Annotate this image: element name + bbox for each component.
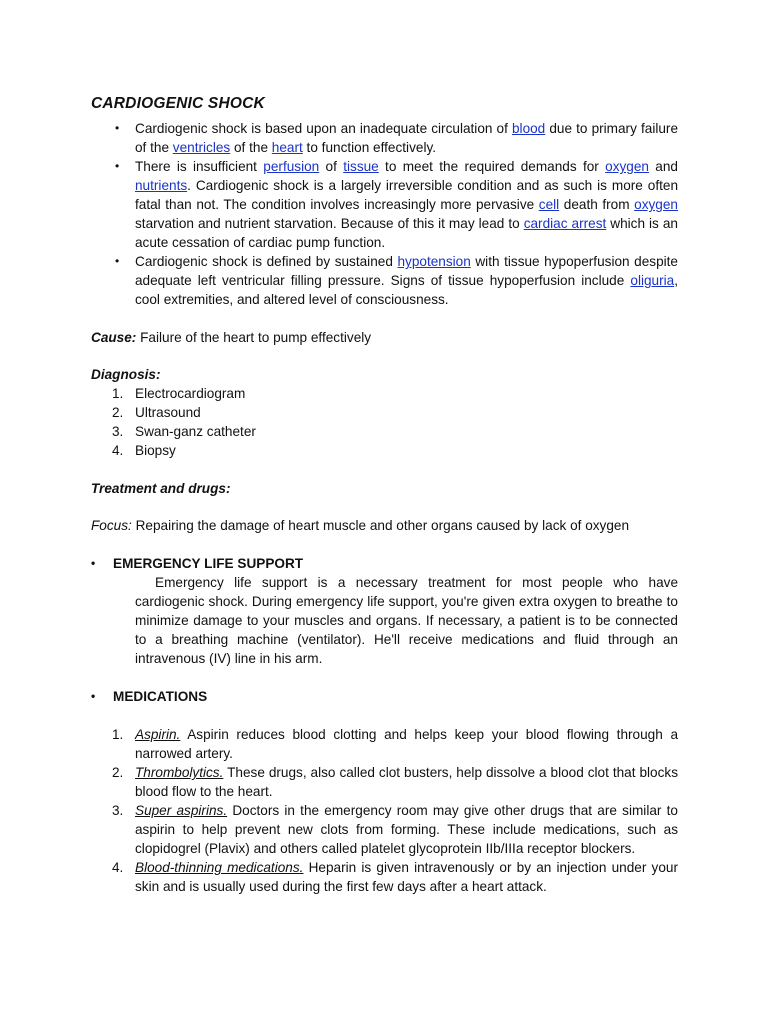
- bullet-text: of: [319, 159, 344, 174]
- link-oxygen-2[interactable]: oxygen: [634, 197, 678, 212]
- list-item: [91, 858, 678, 896]
- medication-term: Thrombolytics.: [135, 765, 224, 780]
- bullet-dot: •: [91, 556, 96, 570]
- medication-text: Doctors in the emergency room may give other drugs that are similar to aspirin to help prevent new clots from forming. These include medications, such as clopidogrel (Plavix) and others called platelet glycoprotein IIb/IIIa receptor blockers.: [135, 803, 678, 856]
- bullet-text: Cardiogenic shock is defined by sustained: [135, 254, 398, 269]
- bullet-text: death from: [559, 197, 635, 212]
- link-oxygen[interactable]: oxygen: [605, 159, 649, 174]
- medications-heading: [91, 687, 678, 706]
- bullet-text: which is an acute cessation of cardiac pump function.: [135, 216, 678, 250]
- treatment-label: Treatment and drugs:: [91, 481, 231, 496]
- focus-text: Repairing the damage of heart muscle and other organs caused by lack of oxygen: [131, 518, 630, 533]
- list-item: [91, 763, 678, 801]
- bullet-dot: •: [115, 254, 120, 268]
- list-number: 4.: [112, 443, 124, 458]
- list-item-text: Biopsy: [135, 443, 176, 458]
- list-item: [91, 403, 678, 422]
- bullet-text: to function effectively.: [302, 140, 437, 155]
- spacer: [91, 460, 678, 479]
- bullet-text: to meet the required demands for: [378, 159, 606, 174]
- focus-line: [91, 516, 678, 535]
- link-cell[interactable]: cell: [538, 197, 560, 212]
- list-item-text: Ultrasound: [135, 405, 201, 420]
- bullet-item: [91, 252, 678, 309]
- list-item: [91, 801, 678, 858]
- spacer: [91, 309, 678, 328]
- bullet-dot: •: [115, 121, 120, 135]
- page-title: CARDIOGENIC SHOCK: [91, 95, 265, 112]
- bullet-item: [91, 157, 678, 252]
- bullet-text: Cardiogenic shock is based upon an inadequate circulation of: [135, 121, 512, 136]
- link-blood[interactable]: blood: [511, 121, 546, 136]
- spacer: [91, 668, 678, 687]
- cause-label: Cause:: [91, 330, 137, 345]
- medication-term: Super aspirins.: [135, 803, 228, 818]
- link-perfusion[interactable]: perfusion: [263, 159, 320, 174]
- list-number: 3.: [112, 803, 124, 818]
- list-item: [91, 725, 678, 763]
- medication-text: These drugs, also called clot busters, help dissolve a blood clot that blocks blood flow to the heart.: [135, 765, 678, 799]
- bullet-text: There is insufficient: [135, 159, 264, 174]
- list-item-text: Electrocardiogram: [135, 386, 246, 401]
- link-nutrients[interactable]: nutrients: [135, 178, 188, 193]
- list-number: 3.: [112, 424, 124, 439]
- cause-line: [91, 328, 678, 347]
- bullet-text: , cool extremities, and altered level of consciousness.: [135, 273, 678, 307]
- list-number: 1.: [112, 727, 124, 742]
- link-heart[interactable]: heart: [271, 140, 303, 155]
- bullet-text: and: [648, 159, 678, 174]
- diagnosis-list: [91, 384, 678, 460]
- spacer: [91, 535, 678, 554]
- medications-list: [91, 725, 678, 896]
- bullet-text: due to primary failure of the: [135, 121, 679, 155]
- document-body: [91, 94, 678, 896]
- medication-text: Heparin is given intravenously or by an injection under your skin and is usually used during the first few days after a heart attack.: [135, 860, 678, 894]
- link-tissue[interactable]: tissue: [343, 159, 379, 174]
- bullet-text: with tissue hypoperfusion despite adequate left ventricular filling pressure. Signs of tissue hypoperfusion include: [135, 254, 678, 288]
- cause-text: Failure of the heart to pump effectively: [136, 330, 372, 345]
- link-oliguria[interactable]: oliguria: [630, 273, 675, 288]
- list-number: 4.: [112, 860, 124, 875]
- bullet-dot: •: [115, 159, 120, 173]
- focus-label: Focus:: [91, 518, 132, 533]
- bullet-dot: •: [91, 689, 96, 703]
- emergency-heading: [91, 554, 678, 573]
- list-number: 2.: [112, 405, 124, 420]
- bullet-text: . Cardiogenic shock is a largely irreversible condition and as such is more often fatal than not. The condition involves increasingly more pervasive: [135, 178, 678, 212]
- list-item-text: Swan-ganz catheter: [135, 424, 256, 439]
- emergency-paragraph: Emergency life support is a necessary treatment for most people who have cardiogenic shock. During emergency life support, you're given extra oxygen to breathe to minimize damage to your muscles and organs. If necessary, a patient is to be connected to a breathing machine (ventilator). He'll receive medications and fluid through an intravenous (IV) line in his arm.: [135, 575, 678, 666]
- bullet-item: [91, 119, 678, 157]
- medications-heading-text: MEDICATIONS: [113, 689, 208, 704]
- bullet-text: of the: [230, 140, 272, 155]
- emergency-heading-text: EMERGENCY LIFE SUPPORT: [113, 556, 304, 571]
- list-number: 1.: [112, 386, 124, 401]
- diagnosis-label: Diagnosis:: [91, 367, 161, 382]
- list-item: [91, 384, 678, 403]
- intro-bullet-list: [91, 119, 678, 309]
- link-ventricles[interactable]: ventricles: [172, 140, 231, 155]
- spacer: [91, 498, 678, 516]
- spacer: [91, 706, 678, 725]
- list-number: 2.: [112, 765, 124, 780]
- spacer: [91, 347, 678, 365]
- link-hypotension[interactable]: hypotension: [397, 254, 471, 269]
- list-item: [91, 441, 678, 460]
- medication-term: Aspirin.: [135, 727, 181, 742]
- medication-text: Aspirin reduces blood clotting and helps keep your blood flowing through a narrowed artery.: [135, 727, 678, 761]
- link-cardiac-arrest[interactable]: cardiac arrest: [523, 216, 607, 231]
- list-item: [91, 422, 678, 441]
- bullet-text: starvation and nutrient starvation. Because of this it may lead to: [135, 216, 524, 231]
- medication-term: Blood-thinning medications.: [135, 860, 304, 875]
